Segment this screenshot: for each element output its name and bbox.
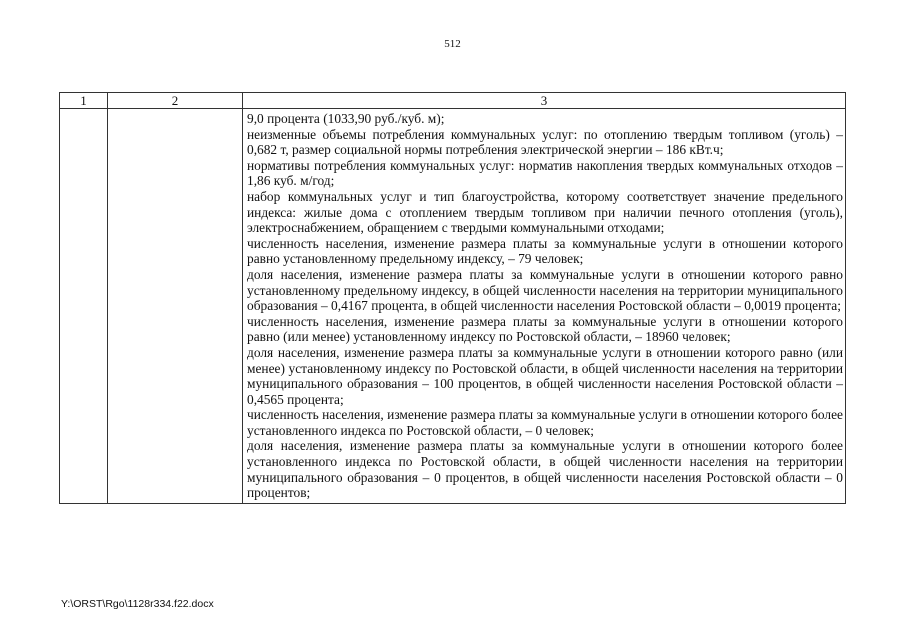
- cell-column-3: [243, 109, 846, 504]
- paragraph: доля населения, изменение размера платы за коммунальные услуги в отношении которого равно установленному предельному индексу, в общей численности населения на территории муниципального образования – 0,4167 процента, в общей численности населения Ростовской области – 0,0019 процента;: [247, 266, 843, 314]
- paragraph: численность населения, изменение размера платы за коммунальные услуги в отношении которого равно (или менее) установленному индексу по Ростовской области, – 18960 человек;: [247, 313, 843, 345]
- paragraph: 9,0 процента (1033,90 руб./куб. м);: [247, 111, 445, 126]
- table-row: [60, 109, 846, 504]
- paragraph: нормативы потребления коммунальных услуг: норматив накопления твердых коммунальных отходов – 1,86 куб. м/год;: [247, 157, 843, 189]
- paragraph: набор коммунальных услуг и тип благоустройства, которому соответствует значение предельного индекса: жилые дома с отоплением твердым топливом при наличии печного отопления (уголь), электроснабжением, обращением с твердыми коммунальными отходами;: [247, 188, 843, 236]
- table-header-row: [60, 93, 846, 109]
- cell-column-1: [60, 109, 108, 504]
- paragraph: неизменные объемы потребления коммунальных услуг: по отоплению твердым топливом (уголь) – 0,682 т, размер социальной нормы потребления электрической энергии – 186 кВт.ч;: [247, 126, 843, 158]
- paragraph: численность населения, изменение размера платы за коммунальные услуги в отношении которого равно установленному предельному индексу, – 79 человек;: [247, 235, 843, 267]
- column-header-2: 2: [108, 93, 243, 109]
- page-number: 512: [444, 38, 461, 50]
- column-header-1: 1: [60, 93, 108, 109]
- paragraph: доля населения, изменение размера платы за коммунальные услуги в отношении которого более установленного индекса по Ростовской области, в общей численности населения на территории муниципального образования – 0 процентов, в общей численности населения Ростовской области – 0 процентов;: [247, 438, 843, 501]
- cell-column-2: [108, 109, 243, 504]
- paragraph: численность населения, изменение размера платы за коммунальные услуги в отношении которого более установленного индекса по Ростовской области, – 0 человек;: [247, 407, 843, 438]
- column-header-3: 3: [243, 93, 846, 109]
- content-table: [59, 92, 846, 504]
- paragraph: доля населения, изменение размера платы за коммунальные услуги в отношении которого равно (или менее) установленному индексу по Ростовской области, в общей численности населения на территории муниципального образования – 100 процентов, в общей численности населения Ростовской области – 0,4565 процента;: [247, 344, 843, 407]
- file-path-footer: Y:\ORST\Rgo\1128r334.f22.docx: [61, 598, 214, 610]
- cell-text: [243, 109, 845, 503]
